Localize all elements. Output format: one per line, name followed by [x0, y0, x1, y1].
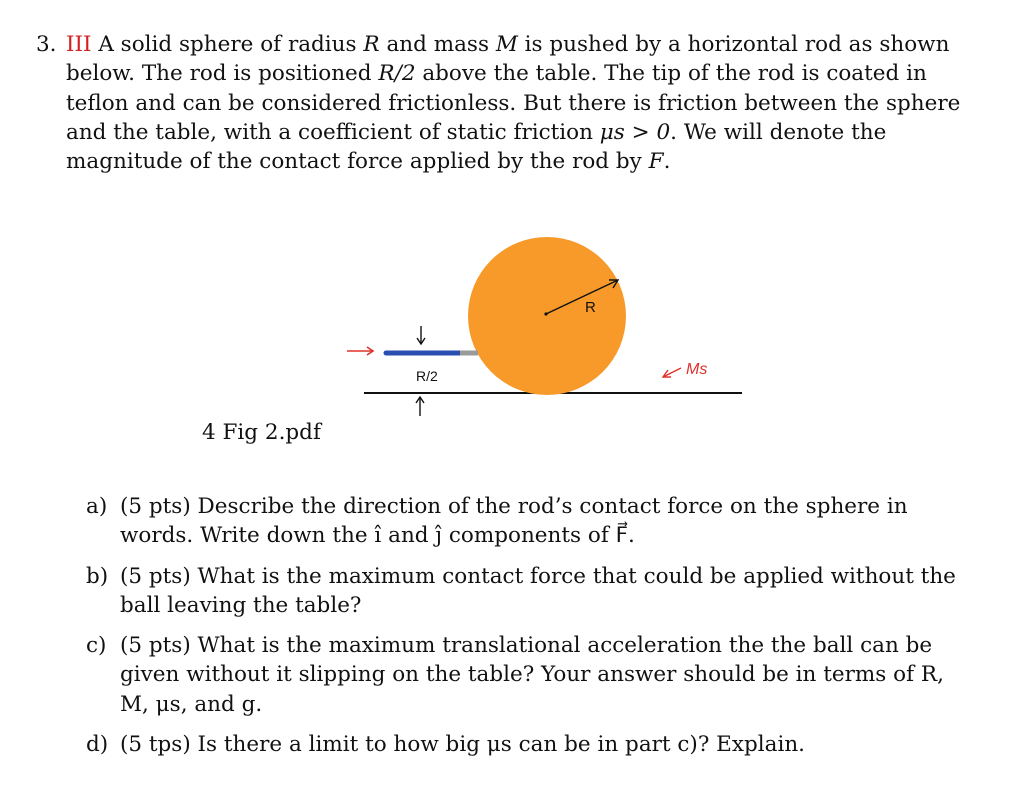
part-c: [86, 631, 966, 719]
problem-text-3: is pushed by a horizontal rod as shown below. The rod is positioned: [66, 32, 950, 87]
symbol-F: F: [648, 149, 664, 175]
part-d: [86, 730, 966, 759]
figure-caption: 4 Fig 2.pdf: [202, 420, 321, 445]
part-label: b): [86, 563, 109, 589]
push-arrow-icon: [347, 347, 373, 355]
sphere-center-dot: [544, 312, 547, 315]
difficulty-tier: III: [66, 32, 92, 57]
symbol-R-half: R/2: [378, 61, 416, 87]
problem-text-5: . We will denote the magnitude of the contact force applied by the rod by: [66, 119, 887, 175]
friction-arrow-icon: [663, 368, 681, 377]
problem-body: [66, 30, 966, 176]
problem-text-1: A solid sphere of radius: [91, 32, 364, 57]
part-label: a): [86, 494, 108, 519]
friction-coefficient-label: Ms: [686, 361, 708, 378]
half-radius-label: R/2: [416, 368, 438, 384]
part-text: (5 tps) Is there a limit to how big μs can be in part c)? Explain.: [120, 732, 806, 758]
problem-text-6: .: [663, 149, 671, 175]
problem-statement: [36, 30, 966, 176]
sphere: [468, 237, 626, 395]
up-arrow-icon: [416, 397, 424, 416]
radius-label: R: [585, 299, 596, 316]
part-label: c): [86, 633, 107, 659]
part-b: [86, 562, 966, 621]
part-text: (5 pts) What is the maximum contact force that could be applied without the ball leaving the table?: [120, 563, 956, 618]
part-label: d): [86, 732, 109, 758]
part-text: (5 pts) Describe the direction of the rod’s contact force on the sphere in words. Write down the î and ĵ components of F⃗.: [120, 494, 908, 549]
symbol-R: R: [363, 32, 380, 57]
problem-text-4: above the table. The tip of the rod is coated in teflon and can be considered frictionless. But there is friction between the sphere and the table, with a coefficient of static friction: [66, 61, 961, 145]
down-arrow-icon: [417, 326, 425, 344]
sphere-rod-figure: [0, 210, 1024, 450]
part-text: (5 pts) What is the maximum translational acceleration the the ball can be given without it slipping on the table? Your answer should be in terms of R, M, μs, and g.: [120, 633, 944, 717]
symbol-M: M: [495, 32, 518, 57]
question-parts: [86, 492, 966, 770]
part-a: [86, 492, 966, 551]
problem-number: 3.: [36, 32, 57, 57]
problem-text-2: and mass: [379, 32, 496, 57]
symbol-mu-s: μs > 0: [599, 119, 671, 145]
